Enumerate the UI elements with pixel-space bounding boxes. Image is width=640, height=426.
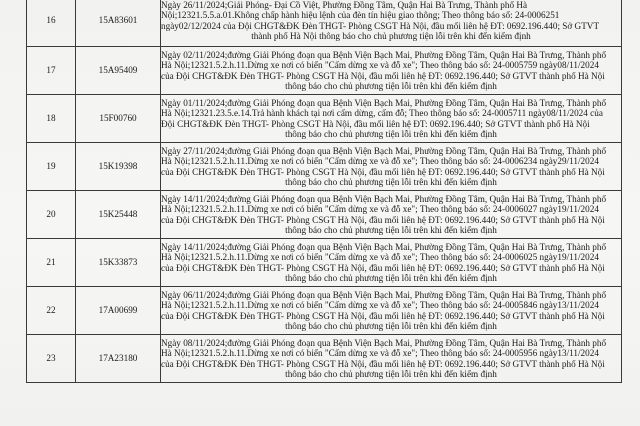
table-row <box>27 335 622 383</box>
details-line: thông báo cho chủ phương tiện lỗi trên khi đến kiểm định <box>285 272 497 283</box>
details-line: Hà Nội;12321.5.2.h.11.Dừng xe nơi có biển "Cấm dừng xe và đỗ xe"; Theo thông báo số: 24-0006027 ngày19/11/2024 <box>161 204 599 215</box>
license-plate: 15A83601 <box>76 0 161 47</box>
details-line: của Đội CHGT&ĐK Đèn THGT- Phòng CSGT Hà Nội, đầu mối liên hệ ĐT: 0692.196.440; Sở GTVT thành phố Hà Nội <box>161 70 605 81</box>
details-line: của Đội CHGT&ĐK Đèn THGT- Phòng CSGT Hà Nội, đầu mối liên hệ ĐT: 0692.196.440; Sở GTVT thành phố Hà Nội <box>161 262 605 273</box>
license-plate: 15F00760 <box>76 95 161 143</box>
table-row <box>27 95 622 143</box>
details-line: thông báo cho chủ phương tiện lỗi trên khi đến kiểm định <box>285 224 497 235</box>
license-plate: 17A23180 <box>76 335 161 383</box>
details-line: của Đội CHGT&ĐK Đèn THGT- Phòng CSGT Hà Nội, đầu mối liên hệ ĐT: 0692.196.440; Sở GTVT thành phố Hà Nội <box>161 166 605 177</box>
details-line: Ngày 01/11/2024;đường Giải Phóng đoạn qua Bệnh Viện Bạch Mai, Phường Đồng Tâm, Quận Hai Bà Trưng, Thành phố <box>161 98 607 109</box>
details-line: ngày02/12/2024 của Đội CHGT&ĐK Đèn THGT- Phòng CSGT Hà Nội, đầu mối liên hệ ĐT: 0692.196.440; Sở GTVT <box>161 20 600 31</box>
details-line: Ngày 26/11/2024;Giải Phóng- Đại Cồ Việt, Phường Đồng Tâm, Quận Hai Bà Trưng, Thành phố Hà <box>161 0 528 11</box>
table-row <box>27 191 622 239</box>
row-number: 18 <box>27 95 76 143</box>
details-line: Ngày 06/11/2024;đường Giải Phóng đoạn qua Bệnh Viện Bạch Mai, Phường Đồng Tâm, Quận Hai Bà Trưng, Thành phố <box>161 290 607 301</box>
row-number: 22 <box>27 287 76 335</box>
violation-details <box>161 239 622 287</box>
details-line: Hà Nội;12321.5.2.h.11.Dừng xe nơi có biển "Cấm dừng xe và đỗ xe"; Theo thông báo số: 24-0006234 ngày29/11/2024 <box>161 156 599 167</box>
details-line: Ngày 14/11/2024;đường Giải Phóng đoạn qua Bệnh Viện Bạch Mai, Phường Đồng Tâm, Quận Hai Bà Trưng, Thành phố <box>161 242 607 253</box>
row-number: 20 <box>27 191 76 239</box>
table-row <box>27 287 622 335</box>
details-line: thông báo cho chủ phương tiện lỗi trên khi đến kiểm định <box>285 80 497 91</box>
details-line: Hà Nội;12321.5.2.h.11.Dừng xe nơi có biển "Cấm dừng xe và đỗ xe"; Theo thông báo số: 24-0006025 ngày19/11/2024 <box>161 252 599 263</box>
details-line: thông báo cho chủ phương tiện lỗi trên khi đến kiểm định <box>285 128 497 139</box>
row-number: 23 <box>27 335 76 383</box>
details-line: của Đội CHGT&ĐK Đèn THGT- Phòng CSGT Hà Nội, đầu mối liên hệ ĐT: 0692.196.440; Sở GTVT thành phố Hà Nội <box>161 310 605 321</box>
details-line: của Đội CHGT&ĐK Đèn THGT- Phòng CSGT Hà Nội, đầu mối liên hệ ĐT: 0692.196.440; Sở GTVT thành phố Hà Nội <box>161 214 605 225</box>
license-plate: 17A00699 <box>76 287 161 335</box>
license-plate: 15A95409 <box>76 47 161 95</box>
details-line: thông báo cho chủ phương tiện lỗi trên khi đến kiểm định <box>285 320 497 331</box>
table-row <box>27 239 622 287</box>
details-line: của Đội CHGT&ĐK Đèn THGT- Phòng CSGT Hà Nội, đầu mối liên hệ ĐT: 0692.196.440; Sở GTVT thành phố Hà Nội <box>161 358 605 369</box>
details-line: Hà Nội;12321.5.2.h.11.Dừng xe nơi có biển "Cấm dừng xe và đỗ xe"; Theo thông báo số: 24-0005956 ngày13/11/2024 <box>161 348 599 359</box>
details-line: Ngày 14/11/2024;đường Giải Phóng đoạn qua Bệnh Viện Bạch Mai, Phường Đồng Tâm, Quận Hai Bà Trưng, Thành phố <box>161 194 607 205</box>
details-line: Ngày 08/11/2024;đường Giải Phóng đoạn qua Bệnh Viện Bạch Mai, Phường Đồng Tâm, Quận Hai Bà Trưng, Thành phố <box>161 338 607 349</box>
details-line: Hà Nội;12321.23.5.e.14.Trả hành khách tại nơi cấm dừng, cấm đỗ; Theo thông báo số: 24-0005711 ngày08/11/2024 của <box>161 108 603 119</box>
violation-details <box>161 335 622 383</box>
violation-details <box>161 191 622 239</box>
violation-details <box>161 287 622 335</box>
license-plate: 15K19398 <box>76 143 161 191</box>
table-row <box>27 47 622 95</box>
details-line: thành phố Hà Nội thông báo cho chủ phương tiện lỗi trên khi đến kiểm định <box>251 30 531 41</box>
row-number: 17 <box>27 47 76 95</box>
details-line: Nội;12321.5.5.a.01.Không chấp hành hiệu lệnh của đèn tín hiệu giao thông; Theo thông báo số: 24-0006251 <box>161 10 560 21</box>
row-number: 16 <box>27 0 76 47</box>
details-line: Đội CHGT&ĐK Đèn THGT- Phòng CSGT Hà Nội, đầu mối liên hệ ĐT: 0692.196.440; Sở GTVT thành phố Hà Nội <box>161 118 590 129</box>
details-line: thông báo cho chủ phương tiện lỗi trên khi đến kiểm định <box>285 368 497 379</box>
details-line: Hà Nội;12321.5.2.h.11.Dừng xe nơi có biển "Cấm dừng xe và đỗ xe"; Theo thông báo số: 24-0005846 ngày13/11/2024 <box>161 300 599 311</box>
row-number: 19 <box>27 143 76 191</box>
details-line: Hà Nội;12321.5.2.h.11.Dừng xe nơi có biển "Cấm dừng xe và đỗ xe"; Theo thông báo số: 24-0005759 ngày08/11/2024 <box>161 60 599 71</box>
row-number: 21 <box>27 239 76 287</box>
details-line: Ngày 27/11/2024;đường Giải Phóng đoạn qua Bệnh Viện Bạch Mai, Phường Đồng Tâm, Quận Hai Bà Trưng, Thành phố <box>161 146 607 157</box>
details-line: Ngày 02/11/2024;đường Giải Phóng đoạn qua Bệnh Viện Bạch Mai, Phường Đồng Tâm, Quận Hai Bà Trưng, Thành phố <box>161 50 607 61</box>
table-row <box>27 143 622 191</box>
license-plate: 15K33873 <box>76 239 161 287</box>
table-row <box>27 0 622 47</box>
violation-details <box>161 95 622 143</box>
details-line: thông báo cho chủ phương tiện lỗi trên khi đến kiểm định <box>285 176 497 187</box>
license-plate: 15K25448 <box>76 191 161 239</box>
violation-details <box>161 47 622 95</box>
violations-table <box>26 0 622 383</box>
violation-details <box>161 143 622 191</box>
violation-details <box>161 0 622 47</box>
